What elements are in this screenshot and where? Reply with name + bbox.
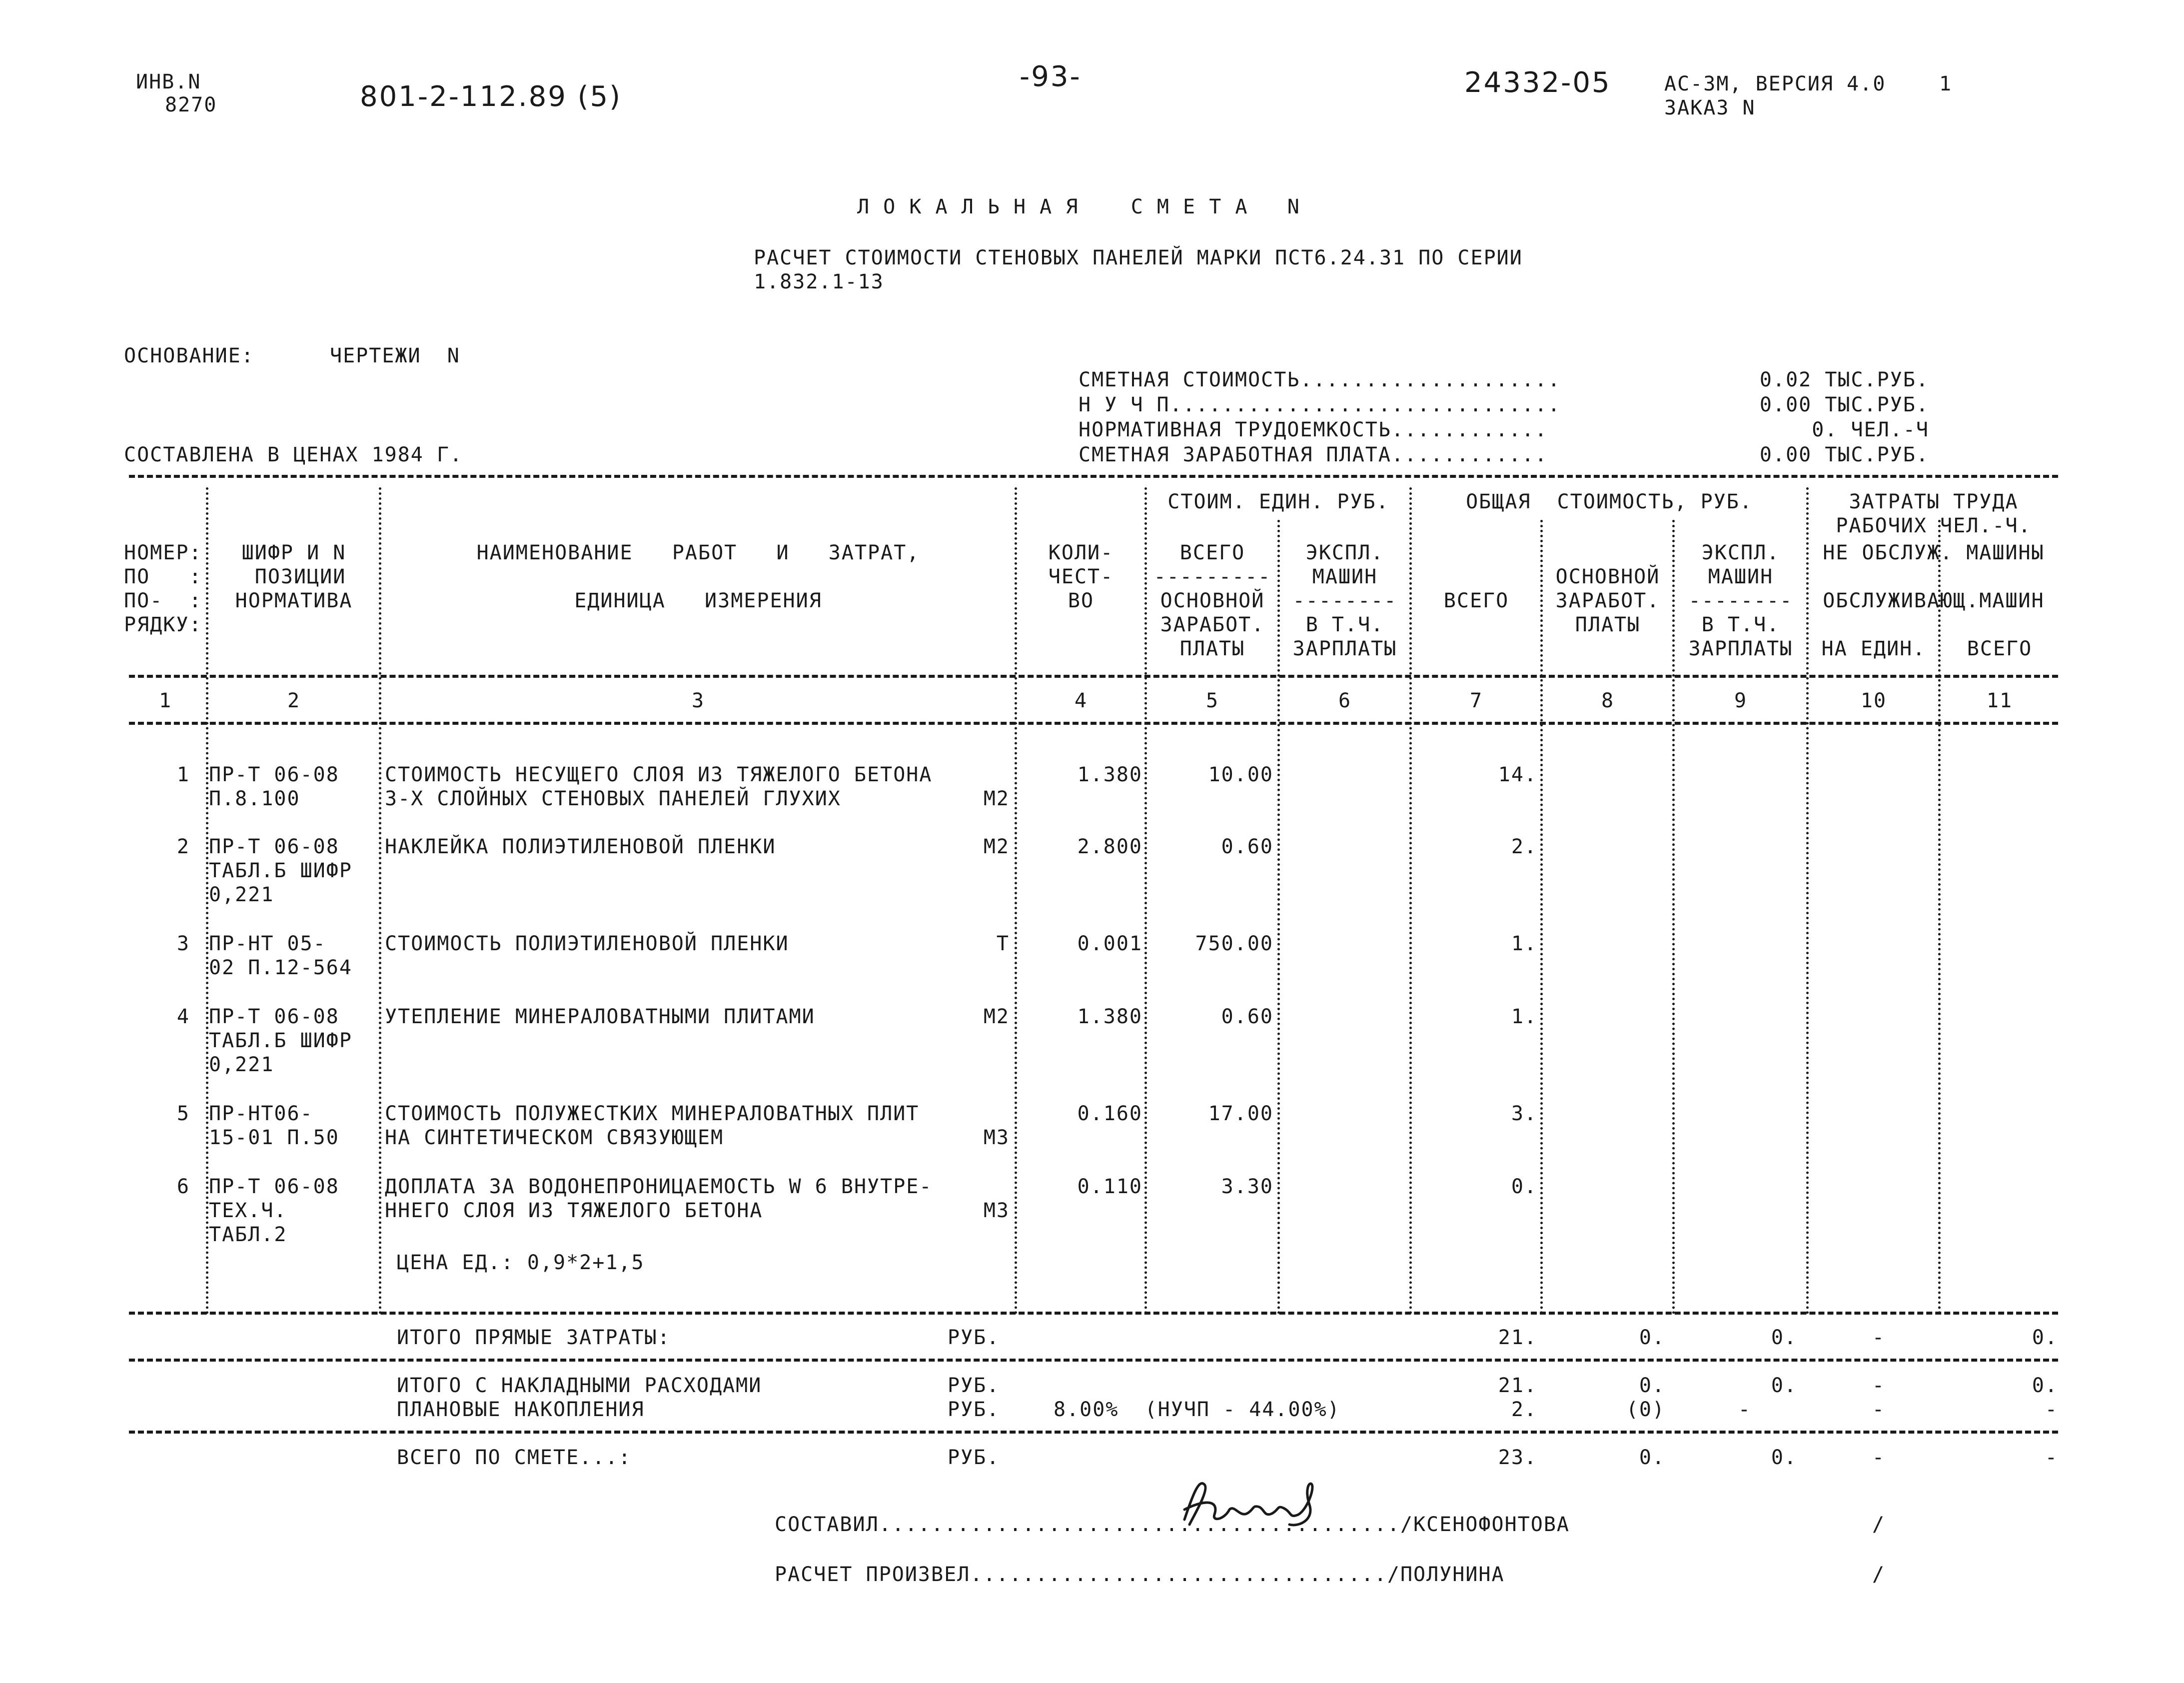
grand-total-label: ВСЕГО ПО СМЕТЕ...:	[397, 1446, 632, 1469]
table-rule-top	[129, 475, 2058, 478]
column-separator	[1409, 487, 1412, 1315]
column-number: 11	[1986, 689, 2013, 712]
inventory-label: ИНВ.N	[136, 70, 201, 93]
inventory-number: 8270	[165, 93, 217, 116]
column-header-5: ВСЕГО --------- ОСНОВНОЙ ЗАРАБОТ. ПЛАТЫ	[1153, 541, 1271, 660]
column-header-3: НАИМЕНОВАНИЕ РАБОТ И ЗАТРАТ, ЕДИНИЦА ИЗМЕРЕНИЯ	[476, 541, 920, 612]
row-total: 1.	[1511, 932, 1537, 955]
row-code: ПР-Т 06-08 ТАБЛ.Б ШИФР 0,221	[209, 1005, 352, 1076]
grand-total-c10: -	[1872, 1446, 1885, 1469]
planned-percent: 8.00% (НУЧП - 44.00%)	[1054, 1398, 1340, 1421]
table-rule-numbers	[129, 722, 2058, 725]
column-separator	[1144, 487, 1147, 1315]
column-number: 8	[1601, 689, 1615, 712]
row-quantity: 0.110	[1077, 1175, 1142, 1198]
column-separator	[1540, 520, 1543, 1315]
row-unit: М2	[983, 1005, 1010, 1028]
basis-value: ЧЕРТЕЖИ N	[330, 344, 460, 367]
row-unit-price: 17.00	[1208, 1102, 1273, 1125]
column-header-8: ОСНОВНОЙ ЗАРАБОТ. ПЛАТЫ	[1555, 565, 1660, 636]
calculated-slash: /	[1872, 1563, 1886, 1586]
column-separator	[1672, 520, 1675, 1315]
total-currency: РУБ.	[948, 1398, 1000, 1421]
column-separator	[1015, 487, 1017, 1315]
column-number: 7	[1469, 689, 1483, 712]
row-number: 4	[176, 1005, 190, 1028]
column-separator	[379, 487, 381, 1315]
column-header-1: НОМЕР: ПО : ПО- : РЯДКУ:	[124, 541, 202, 636]
total-c11: 0.	[2032, 1374, 2058, 1397]
column-header-11: ВСЕГО	[1967, 637, 2033, 660]
header-group-labor: ЗАТРАТЫ ТРУДА РАБОЧИХ ЧЕЛ.-Ч.	[1836, 490, 2032, 537]
row-code: ПР-Т 06-08 ТЕХ.Ч. ТАБЛ.2	[209, 1175, 339, 1246]
row-code: ПР-НТ06- 15-01 П.50	[209, 1102, 339, 1149]
summary-value: 0.02 ТЫС.РУБ.	[1759, 368, 1929, 391]
row-name: НАКЛЕЙКА ПОЛИЭТИЛЕНОВОЙ ПЛЕНКИ	[385, 835, 776, 858]
row-unit: М3	[983, 1199, 1010, 1222]
column-separator	[206, 487, 208, 1315]
total-c7: 21.	[1498, 1326, 1537, 1349]
header-group-total-cost: ОБЩАЯ СТОИМОСТЬ, РУБ.	[1466, 490, 1753, 513]
page-subtitle: РАСЧЕТ СТОИМОСТИ СТЕНОВЫХ ПАНЕЛЕЙ МАРКИ ПСТ6.24.31 ПО СЕРИИ	[754, 246, 1523, 269]
table-rule-totals	[129, 1359, 2058, 1362]
total-label: ИТОГО ПРЯМЫЕ ЗАТРАТЫ:	[397, 1326, 671, 1349]
summary-label: Н У Ч П..............................	[1079, 393, 1561, 416]
grand-total-c11: -	[2045, 1446, 2058, 1469]
total-c7: 2.	[1511, 1398, 1537, 1421]
row-code: ПР-Т 06-08 П.8.100	[209, 763, 339, 810]
total-c8: 0.	[1639, 1326, 1665, 1349]
grand-total-c9: 0.	[1771, 1446, 1797, 1469]
column-separator	[1938, 520, 1941, 1315]
column-header-4: КОЛИ- ЧЕСТ- ВО	[1048, 541, 1114, 612]
column-number: 6	[1338, 689, 1352, 712]
row-unit-price: 0.60	[1221, 1005, 1273, 1028]
row-total: 1.	[1511, 1005, 1537, 1028]
page-title: Л О К А Л Ь Н А Я С М Е Т А N	[857, 195, 1300, 218]
order-label: ЗАКАЗ N	[1664, 96, 1756, 119]
row-unit: М2	[983, 835, 1010, 858]
total-currency: РУБ.	[948, 1326, 1000, 1349]
row-unit-price: 0.60	[1221, 835, 1273, 858]
price-note: ЦЕНА ЕД.: 0,9*2+1,5	[397, 1251, 645, 1274]
row-name: СТОИМОСТЬ ПОЛУЖЕСТКИХ МИНЕРАЛОВАТНЫХ ПЛИТ НА СИНТЕТИЧЕСКОМ СВЯЗУЮЩЕМ	[385, 1102, 920, 1149]
row-number: 5	[176, 1102, 190, 1125]
column-header-7: ВСЕГО	[1443, 589, 1509, 612]
total-c9: 0.	[1771, 1326, 1797, 1349]
row-unit: М3	[983, 1126, 1010, 1149]
row-total: 2.	[1511, 835, 1537, 858]
row-name: ДОПЛАТА ЗА ВОДОНЕПРОНИЦАЕМОСТЬ W 6 ВНУТРЕ- ННЕГО СЛОЯ ИЗ ТЯЖЕЛОГО БЕТОНА	[385, 1175, 933, 1222]
total-c9: 0.	[1771, 1374, 1797, 1397]
column-header-10: НА ЕДИН.	[1821, 637, 1926, 660]
row-unit: М2	[983, 787, 1010, 810]
page-subtitle-series: 1.832.1-13	[754, 270, 884, 293]
total-currency: РУБ.	[948, 1374, 1000, 1397]
header-serving: ОБСЛУЖИВАЮЩ.МАШИН	[1823, 589, 2045, 612]
column-number: 9	[1734, 689, 1748, 712]
row-quantity: 1.380	[1077, 1005, 1142, 1028]
column-number: 4	[1074, 689, 1088, 712]
document-number: 24332-05	[1464, 66, 1611, 99]
total-c10: -	[1872, 1374, 1885, 1397]
row-number: 6	[176, 1175, 190, 1198]
summary-value: 0.00 ТЫС.РУБ.	[1759, 393, 1929, 416]
row-name: СТОИМОСТЬ ПОЛИЭТИЛЕНОВОЙ ПЛЕНКИ	[385, 932, 789, 955]
row-quantity: 1.380	[1077, 763, 1142, 786]
column-number: 1	[158, 689, 172, 712]
calculated-by: РАСЧЕТ ПРОИЗВЕЛ................................/ПОЛУНИНА	[775, 1563, 1505, 1586]
table-rule-grand	[129, 1431, 2058, 1434]
total-c11: 0.	[2032, 1326, 2058, 1349]
summary-value: 0. ЧЕЛ.-Ч	[1812, 418, 1929, 441]
system-version: АС-3М, ВЕРСИЯ 4.0	[1664, 72, 1886, 95]
total-label: ИТОГО С НАКЛАДНЫМИ РАСХОДАМИ	[397, 1374, 762, 1397]
row-unit-price: 10.00	[1208, 763, 1273, 786]
total-label: ПЛАНОВЫЕ НАКОПЛЕНИЯ	[397, 1398, 645, 1421]
column-number: 2	[287, 689, 301, 712]
table-rule-header	[129, 675, 2058, 678]
system-number: 1	[1939, 72, 1953, 95]
total-c11: -	[2045, 1398, 2058, 1421]
total-c10: -	[1872, 1326, 1885, 1349]
row-quantity: 0.160	[1077, 1102, 1142, 1125]
grand-total-c8: 0.	[1639, 1446, 1665, 1469]
column-number: 5	[1205, 689, 1219, 712]
row-number: 2	[176, 835, 190, 858]
project-code: 801-2-112.89 (5)	[360, 80, 622, 113]
row-code: ПР-Т 06-08 ТАБЛ.Б ШИФР 0,221	[209, 835, 352, 906]
basis-label: ОСНОВАНИЕ:	[124, 344, 254, 367]
header-group-unit-cost: СТОИМ. ЕДИН. РУБ.	[1167, 490, 1389, 513]
row-total: 3.	[1511, 1102, 1537, 1125]
row-total: 0.	[1511, 1175, 1537, 1198]
column-header-2: ШИФР И N ПОЗИЦИИ НОРМАТИВА	[235, 541, 353, 612]
row-number: 3	[176, 932, 190, 955]
grand-total-c7: 23.	[1498, 1446, 1537, 1469]
row-number: 1	[176, 763, 190, 786]
total-c10: -	[1872, 1398, 1885, 1421]
total-currency: РУБ.	[948, 1446, 1000, 1469]
row-quantity: 2.800	[1077, 835, 1142, 858]
summary-label: СМЕТНАЯ ЗАРАБОТНАЯ ПЛАТА............	[1079, 443, 1548, 466]
column-separator	[1277, 520, 1280, 1315]
price-base: СОСТАВЛЕНА В ЦЕНАХ 1984 Г.	[124, 443, 463, 466]
row-name: УТЕПЛЕНИЕ МИНЕРАЛОВАТНЫМИ ПЛИТАМИ	[385, 1005, 815, 1028]
column-header-9: ЭКСПЛ. МАШИН -------- В Т.Ч. ЗАРПЛАТЫ	[1688, 541, 1793, 660]
row-unit-price: 3.30	[1221, 1175, 1273, 1198]
column-number: 10	[1860, 689, 1887, 712]
total-c7: 21.	[1498, 1374, 1537, 1397]
page-number: -93-	[1020, 60, 1082, 93]
total-c8: 0.	[1639, 1374, 1665, 1397]
compiled-by: СОСТАВИЛ......................................../КСЕНОФОНТОВА	[775, 1513, 1570, 1536]
row-name: СТОИМОСТЬ НЕСУЩЕГО СЛОЯ ИЗ ТЯЖЕЛОГО БЕТОНА 3-Х СЛОЙНЫХ СТЕНОВЫХ ПАНЕЛЕЙ ГЛУХИХ	[385, 763, 933, 810]
summary-value: 0.00 ТЫС.РУБ.	[1759, 443, 1929, 466]
summary-label: СМЕТНАЯ СТОИМОСТЬ....................	[1079, 368, 1561, 391]
row-unit-price: 750.00	[1195, 932, 1273, 955]
total-c8: (0)	[1626, 1398, 1665, 1421]
row-quantity: 0.001	[1077, 932, 1142, 955]
row-code: ПР-НТ 05- 02 П.12-564	[209, 932, 352, 979]
column-number: 3	[691, 689, 705, 712]
column-separator	[1806, 487, 1809, 1315]
header-not-serving: НЕ ОБСЛУЖ. МАШИНЫ	[1823, 541, 2045, 564]
row-total: 14.	[1498, 763, 1537, 786]
row-unit: Т	[996, 932, 1010, 955]
total-c9: -	[1738, 1398, 1751, 1421]
column-header-6: ЭКСПЛ. МАШИН -------- В Т.Ч. ЗАРПЛАТЫ	[1292, 541, 1397, 660]
compiled-slash: /	[1872, 1513, 1886, 1536]
summary-label: НОРМАТИВНАЯ ТРУДОЕМКОСТЬ............	[1079, 418, 1548, 441]
table-rule-body-end	[129, 1312, 2058, 1315]
